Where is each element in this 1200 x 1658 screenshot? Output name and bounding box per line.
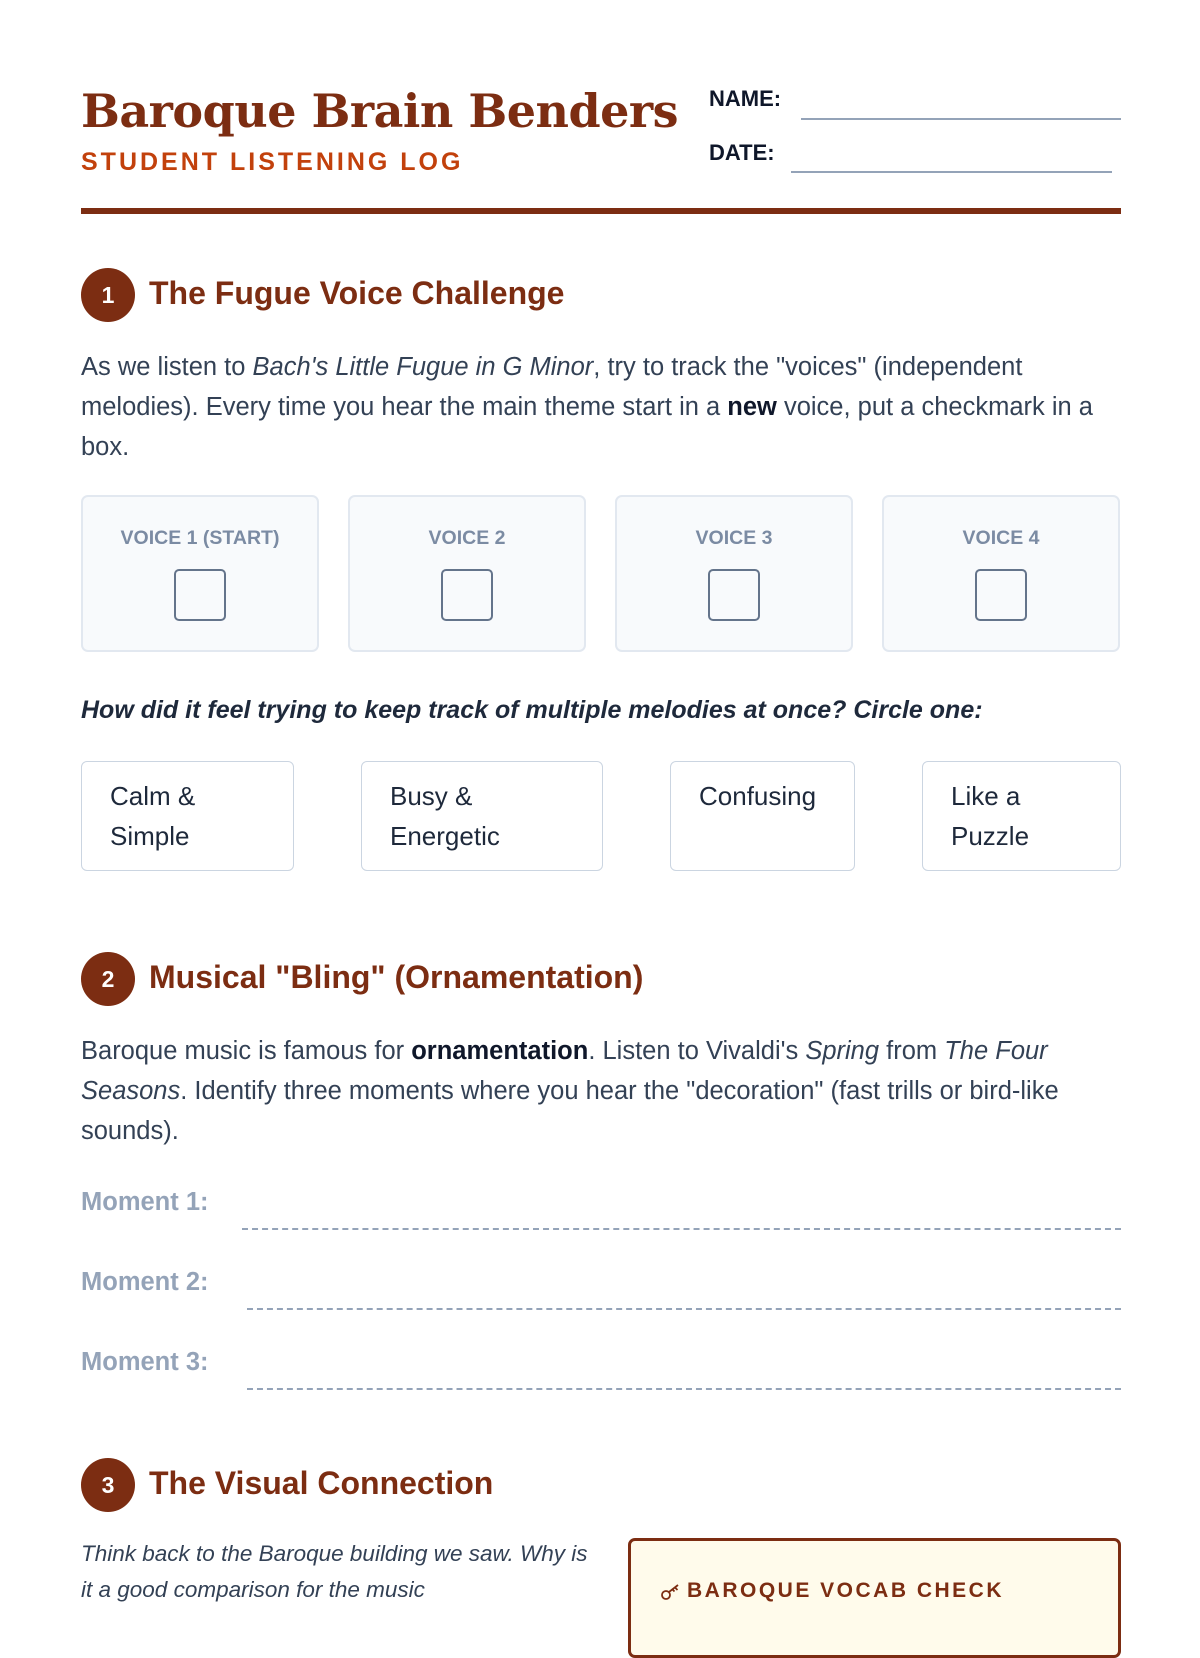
- instructions-text: voice, put a checkmark in a box.: [81, 393, 1093, 461]
- date-label: DATE:: [709, 140, 775, 165]
- voice-label: VOICE 2: [428, 527, 506, 549]
- piece-title: The Four Seasons: [81, 1037, 1048, 1105]
- section-3-heading: [81, 1458, 1121, 1512]
- voice-label: VOICE 3: [695, 527, 773, 549]
- section-1-instructions: [81, 347, 1121, 467]
- voice-label: VOICE 4: [962, 527, 1040, 549]
- worksheet-page: [81, 0, 1121, 1600]
- header-divider: [81, 208, 1121, 214]
- feeling-option-calm[interactable]: Calm & Simple: [81, 761, 294, 871]
- section-1-number-badge: 1: [81, 268, 135, 322]
- name-label: NAME:: [709, 86, 782, 111]
- moment-1-label: Moment 1:: [81, 1188, 209, 1216]
- moment-1-field[interactable]: [242, 1228, 1121, 1230]
- moment-2-field[interactable]: [247, 1308, 1121, 1310]
- section-2-title: Musical "Bling" (Ornamentation): [149, 959, 644, 995]
- moment-3-field[interactable]: [247, 1388, 1121, 1390]
- piece-title: Spring: [805, 1037, 880, 1065]
- voice-3-checkbox[interactable]: [708, 569, 760, 621]
- feeling-prompt: How did it feel trying to keep track of multiple melodies at once? Circle one:: [81, 696, 983, 724]
- worksheet-header: [81, 78, 1121, 214]
- vocab-check-title: BAROQUE VOCAB CHECK: [687, 1579, 1005, 1602]
- voice-box-2: [348, 495, 586, 652]
- voice-label: VOICE 1 (START): [120, 527, 280, 549]
- worksheet-title: Baroque Brain Benders: [81, 84, 679, 138]
- moment-3-label: Moment 3:: [81, 1348, 209, 1376]
- date-field[interactable]: [791, 171, 1112, 173]
- voice-box-3: [615, 495, 853, 652]
- emphasis-text: new: [727, 393, 777, 421]
- key-icon: [661, 1583, 681, 1601]
- emphasis-text: ornamentation: [411, 1037, 589, 1065]
- worksheet-subtitle: STUDENT LISTENING LOG: [81, 148, 464, 176]
- section-2-instructions: [81, 1031, 1121, 1151]
- voice-4-checkbox[interactable]: [975, 569, 1027, 621]
- section-3-title: The Visual Connection: [149, 1465, 494, 1501]
- instructions-text: . Identify three moments where you hear the "decoration" (fast trills or bird-like sounds).: [81, 1077, 1059, 1145]
- instructions-text: , try to track the "voices" (independent melodies). Every time you hear the main theme start in a: [81, 353, 1023, 421]
- section-2-number-badge: 2: [81, 952, 135, 1006]
- piece-title: Bach's Little Fugue in G Minor: [252, 353, 594, 381]
- section-3-prompt: Think back to the Baroque building we saw. Why is it a good comparison for the music: [81, 1541, 588, 1602]
- instructions-text: from: [879, 1037, 945, 1065]
- vocab-check-box: [628, 1538, 1121, 1658]
- instructions-text: . Listen to Vivaldi's: [588, 1037, 806, 1065]
- instructions-text: As we listen to: [81, 353, 253, 381]
- section-2-heading: [81, 952, 1121, 1006]
- feeling-option-confusing[interactable]: Confusing: [670, 761, 855, 871]
- feeling-option-busy[interactable]: Busy & Energetic: [361, 761, 603, 871]
- voice-1-checkbox[interactable]: [174, 569, 226, 621]
- name-field[interactable]: [801, 118, 1121, 120]
- voice-2-checkbox[interactable]: [441, 569, 493, 621]
- section-1-heading: [81, 268, 1121, 322]
- feeling-option-puzzle[interactable]: Like a Puzzle: [922, 761, 1121, 871]
- voice-box-1: [81, 495, 319, 652]
- moment-2-label: Moment 2:: [81, 1268, 209, 1296]
- section-1-title: The Fugue Voice Challenge: [149, 275, 565, 311]
- section-3-number-badge: 3: [81, 1458, 135, 1512]
- voice-box-4: [882, 495, 1120, 652]
- instructions-text: Baroque music is famous for: [81, 1037, 412, 1065]
